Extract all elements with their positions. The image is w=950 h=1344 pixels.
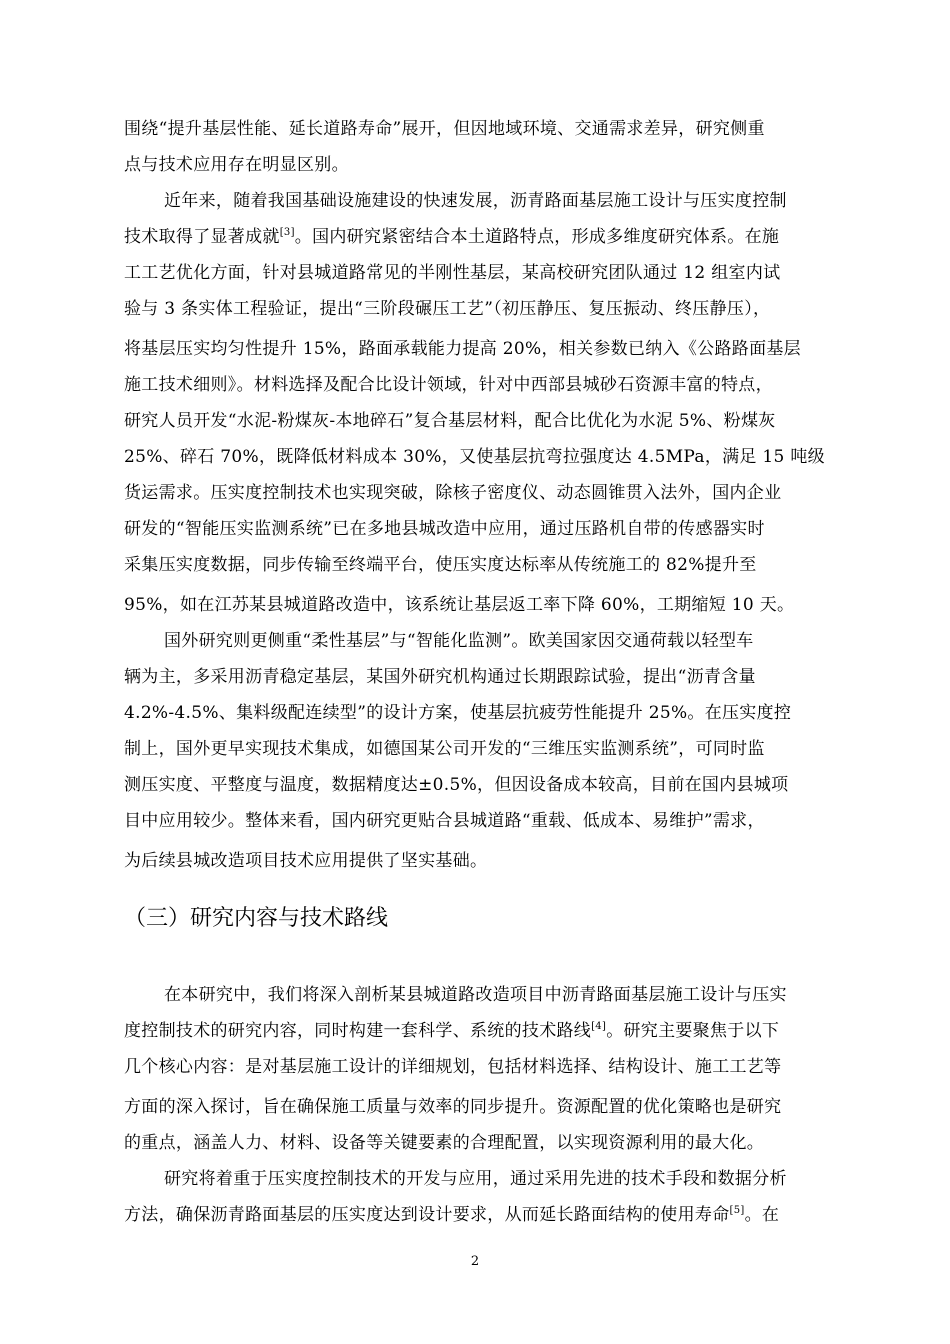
paragraph-line: 研究将着重于压实度控制技术的开发与应用，通过采用先进的技术手段和数据分析 xyxy=(164,1169,787,1189)
paragraph-line: 25%、碎石 70%，既降低材料成本 30%，又使基层抗弯拉强度达 4.5MPa，满足 15 吨级 xyxy=(124,447,825,467)
paragraph-line: 目中应用较少。整体来看，国内研究更贴合县城道路“重载、低成本、易维护”需求， xyxy=(124,811,765,831)
line-text: 。在 xyxy=(744,1205,780,1225)
paragraph-line: 测压实度、平整度与温度，数据精度达±0.5%，但因设备成本较高，目前在国内县城项 xyxy=(124,775,789,795)
line-text: 。国内研究紧密结合本土道路特点，形成多维度研究体系。在施 xyxy=(294,227,780,247)
paragraph-line: 围绕“提升基层性能、延长道路寿命”展开，但因地域环境、交通需求差异，研究侧重 xyxy=(124,119,765,139)
line-text: 技术取得了显著成就 xyxy=(124,227,280,247)
citation-ref: [5] xyxy=(729,1205,745,1216)
paragraph-line: 为后续县城改造项目技术应用提供了坚实基础。 xyxy=(124,851,488,871)
paragraph-line: 的重点，涵盖人力、材料、设备等关键要素的合理配置，以实现资源利用的最大化。 xyxy=(124,1133,765,1153)
paragraph-line: 研发的“智能压实监测系统”已在多地县城改造中应用，通过压路机自带的传感器实时 xyxy=(124,519,765,539)
paragraph-line: 方面的深入探讨，旨在确保施工质量与效率的同步提升。资源配置的优化策略也是研究 xyxy=(124,1097,782,1117)
paragraph-line: 4.2%-4.5%、集料级配连续型”的设计方案，使基层抗疲劳性能提升 25%。在压实度控 xyxy=(124,703,792,723)
paragraph-line: 95%，如在江苏某县城道路改造中，该系统让基层返工率下降 60%，工期缩短 10 天。 xyxy=(124,595,795,615)
paragraph-line: 点与技术应用存在明显区别。 xyxy=(124,155,349,175)
paragraph-line xyxy=(124,1020,779,1042)
page-number: 2 xyxy=(470,1254,480,1269)
paragraph-line: 将基层压实均匀性提升 15%，路面承载能力提高 20%，相关参数已纳入《公路路面基层 xyxy=(124,339,801,359)
citation-ref: [3] xyxy=(279,227,295,238)
paragraph-line: 国外研究则更侧重“柔性基层”与“智能化监测”。欧美国家因交通荷载以轻型车 xyxy=(164,631,754,651)
citation-ref: [4] xyxy=(591,1021,607,1032)
paragraph-line: 工工艺优化方面，针对县城道路常见的半刚性基层，某高校研究团队通过 12 组室内试 xyxy=(124,263,781,283)
paragraph-line: 制上，国外更早实现技术集成，如德国某公司开发的“三维压实监测系统”，可同时监 xyxy=(124,739,765,759)
line-text: 。研究主要聚焦于以下 xyxy=(606,1021,780,1041)
paragraph-line xyxy=(124,226,779,248)
section-heading: （三）研究内容与技术路线 xyxy=(124,906,389,931)
paragraph-line: 采集压实度数据，同步传输至终端平台，使压实度达标率从传统施工的 82%提升至 xyxy=(124,555,757,575)
line-text: 方法，确保沥青路面基层的压实度达到设计要求，从而延长路面结构的使用寿命 xyxy=(124,1205,730,1225)
paragraph-line xyxy=(124,1204,779,1226)
paragraph-line: 辆为主，多采用沥青稳定基层，某国外研究机构通过长期跟踪试验，提出“沥青含量 xyxy=(124,667,756,687)
paragraph-line: 在本研究中，我们将深入剖析某县城道路改造项目中沥青路面基层施工设计与压实 xyxy=(164,985,787,1005)
line-text: 度控制技术的研究内容，同时构建一套科学、系统的技术路线 xyxy=(124,1021,592,1041)
paragraph-line: 近年来，随着我国基础设施建设的快速发展，沥青路面基层施工设计与压实度控制 xyxy=(164,191,787,211)
paragraph-line: 货运需求。压实度控制技术也实现突破，除核子密度仪、动态圆锥贯入法外，国内企业 xyxy=(124,483,782,503)
paragraph-line: 施工技术细则》。材料选择及配合比设计领域，针对中西部县城砂石资源丰富的特点， xyxy=(124,375,773,395)
paragraph-line: 几个核心内容：是对基层施工设计的详细规划，包括材料选择、结构设计、施工工艺等 xyxy=(124,1057,782,1077)
paragraph-line: 研究人员开发“水泥-粉煤灰-本地碎石”复合基层材料，配合比优化为水泥 5%、粉煤灰 xyxy=(124,411,776,431)
paragraph-line: 验与 3 条实体工程验证，提出“三阶段碾压工艺”（初压静压、复压振动、终压静压）， xyxy=(124,299,771,319)
